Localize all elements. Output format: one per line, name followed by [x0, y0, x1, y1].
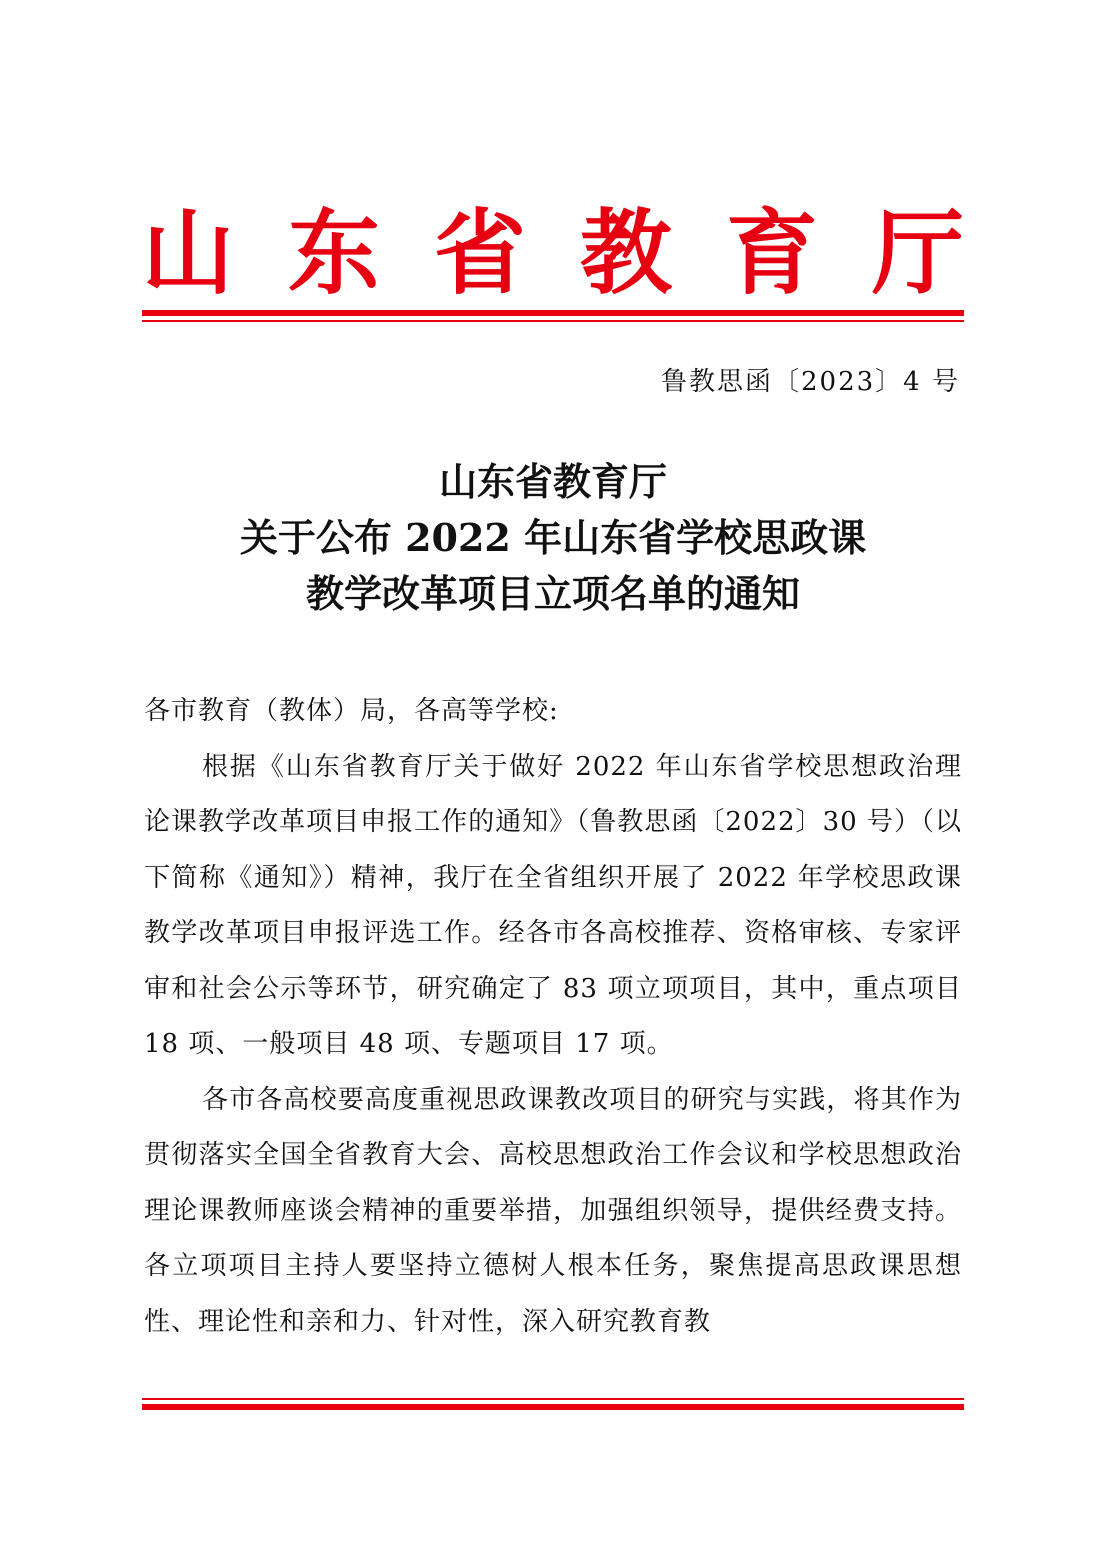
org-header-char-6: 厅: [872, 199, 965, 307]
org-header-char-3: 省: [434, 199, 527, 307]
org-header-char-4: 教: [580, 199, 673, 307]
org-header-char-2: 东: [288, 199, 381, 307]
header-red-rule-thick: [142, 310, 964, 316]
title-line-3: 教学改革项目立项名单的通知: [305, 571, 800, 616]
footer-red-rule-thin: [142, 1398, 964, 1400]
title-line-1: 山东省教育厅: [438, 459, 667, 504]
footer-red-rule-thick: [142, 1404, 964, 1410]
issuing-organization-header: [142, 198, 964, 308]
document-title: [142, 454, 964, 622]
title-line-2: 关于公布 2022 年山东省学校思政课: [239, 515, 867, 560]
document-body: [144, 684, 962, 1350]
org-header-char-1: 山: [142, 199, 235, 307]
body-paragraph-1: 根据《山东省教育厅关于做好 2022 年山东省学校思想政治理论课教学改革项目申报工作的通知》（鲁教思函〔2022〕30 号）（以下简称《通知》）精神，我厅在全省组织开展了 2022 年学校思政课教学改革项目申报评选工作。经各市各高校推荐、资格审核、专家评审和社会公示等环节，研究确定了 83 项立项项目，其中，重点项目 18 项、一般项目 48 项、专题项目 17 项。: [144, 751, 962, 1059]
header-red-rule-thin: [142, 320, 964, 322]
body-paragraph-2: 各市各高校要高度重视思政课教改项目的研究与实践，将其作为贯彻落实全国全省教育大会、高校思想政治工作会议和学校思想政治理论课教师座谈会精神的重要举措，加强组织领导，提供经费支持。各立项项目主持人要坚持立德树人根本任务，聚焦提高思政课思想性、理论性和亲和力、针对性，深入研究教育教: [144, 1084, 962, 1337]
document-number: 鲁教思函〔2023〕4 号: [661, 367, 960, 397]
salutation: 各市教育（教体）局，各高等学校:: [144, 696, 559, 726]
org-header-char-5: 育: [726, 199, 819, 307]
